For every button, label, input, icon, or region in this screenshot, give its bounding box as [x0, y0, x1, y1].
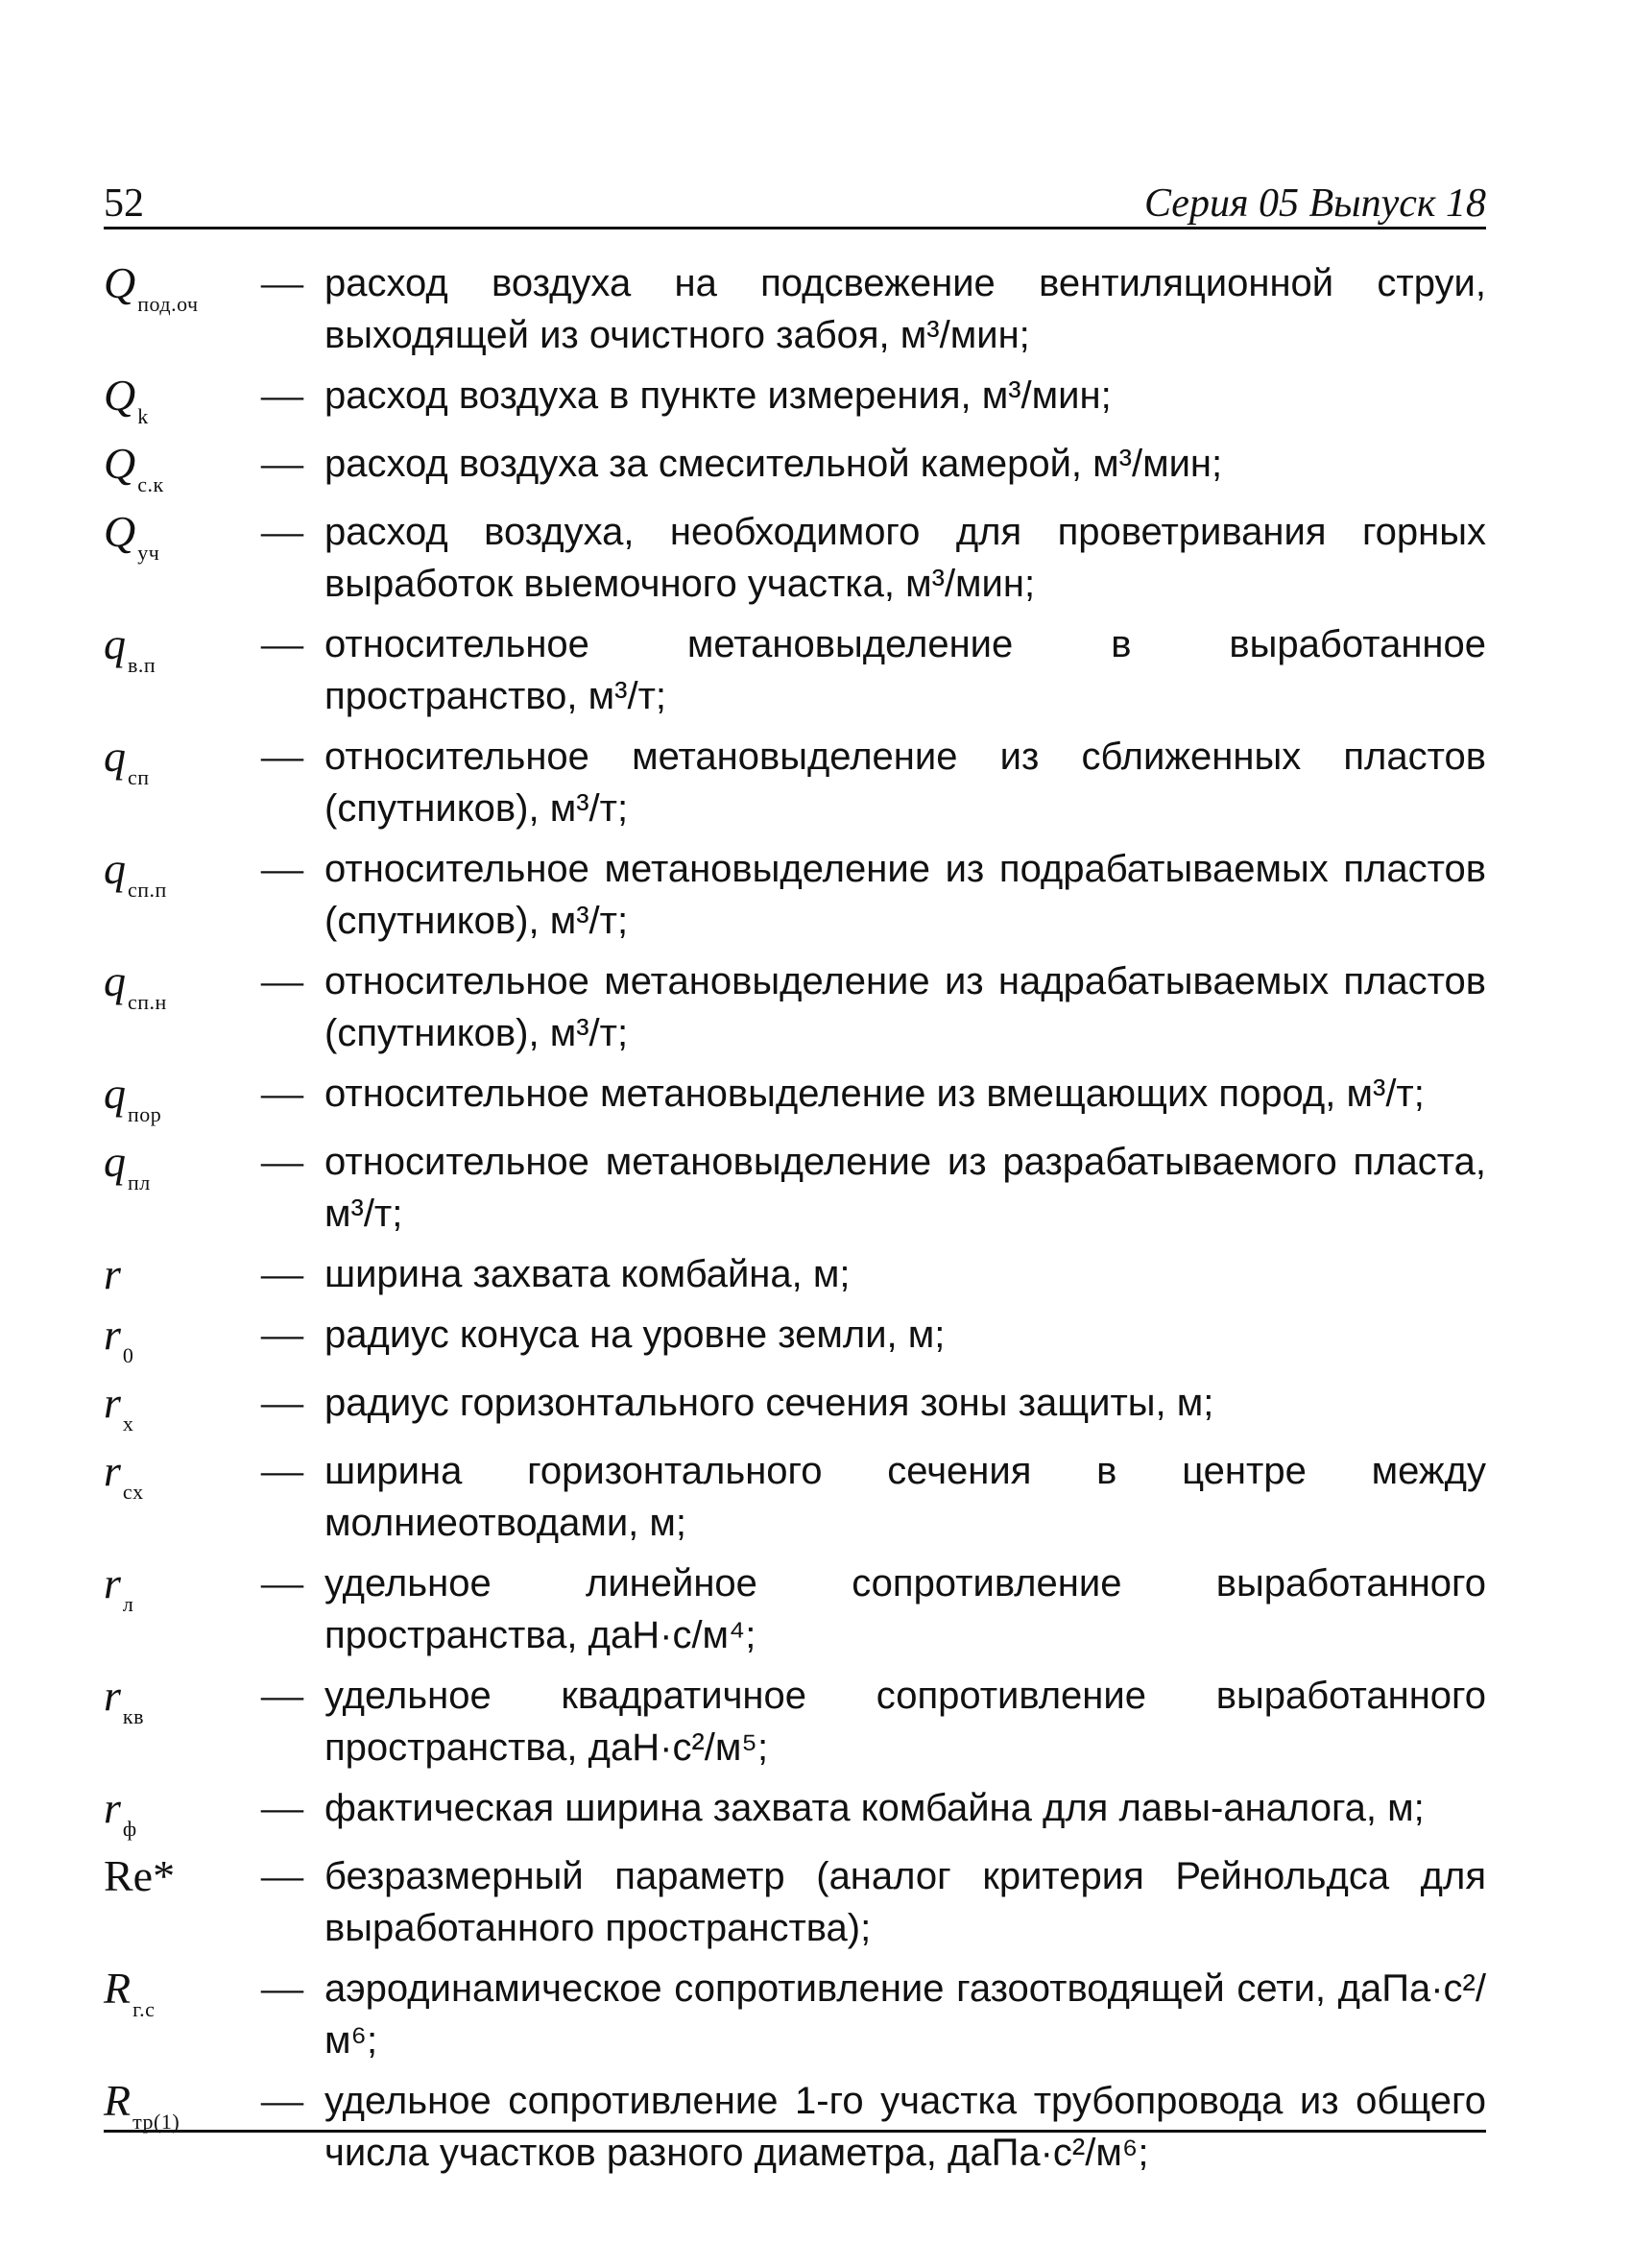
notation-entry	[104, 618, 1486, 722]
notation-entry	[104, 1850, 1486, 1954]
entry-symbol	[104, 506, 257, 566]
entry-description: безразмерный параметр (аналог критерия Рейнольдса для выработанного пространства);	[324, 1855, 1486, 1949]
symbol-subscript: уч	[137, 541, 160, 565]
entry-symbol	[104, 955, 257, 1015]
entry-symbol	[104, 1248, 257, 1300]
symbol-subscript: cx	[122, 1480, 144, 1504]
symbol-base: Q	[104, 507, 136, 556]
entry-description: расход воздуха, необходимого для проветривания горных выработок выемочного участка, м³/мин;	[324, 511, 1486, 605]
entry-symbol	[104, 1963, 257, 2022]
entry-description: расход воздуха на подсвежение вентиляционной струи, выходящей из очистного забоя, м³/мин;	[324, 262, 1486, 356]
entry-description: радиус горизонтального сечения зоны защиты, м;	[324, 1382, 1214, 1424]
symbol-subscript: под.оч	[137, 292, 199, 316]
symbol-subscript: пл	[128, 1170, 151, 1194]
entry-dash: —	[261, 1965, 303, 2012]
symbol-base: q	[104, 732, 126, 781]
entry-dash: —	[261, 508, 303, 555]
entry-symbol	[104, 843, 257, 903]
symbol-subscript: тр(1)	[132, 2110, 180, 2134]
notation-entry	[104, 1445, 1486, 1549]
entry-dash: —	[261, 1138, 303, 1185]
entry-dash: —	[261, 1672, 303, 1719]
entry-description: удельное сопротивление 1-го участка трубопровода из общего числа участков разного диаметра, даПа·с²/м⁶;	[324, 2080, 1486, 2174]
header-rule	[104, 227, 1486, 229]
entry-dash: —	[261, 845, 303, 892]
entry-symbol	[104, 618, 257, 678]
notation-entry	[104, 438, 1486, 497]
notation-entry	[104, 843, 1486, 947]
entry-description: аэродинамическое сопротивление газоотводящей сети, даПа·с²/м⁶;	[324, 1967, 1486, 2062]
symbol-base: q	[104, 1069, 126, 1118]
symbol-subscript: кв	[122, 1704, 144, 1728]
entry-symbol	[104, 731, 257, 790]
entry-symbol	[104, 1309, 257, 1368]
entry-dash: —	[261, 1784, 303, 1831]
symbol-base: Q	[104, 371, 136, 420]
symbol-base: r	[104, 1378, 121, 1427]
symbol-base: Re*	[104, 1851, 176, 1900]
entry-dash: —	[261, 620, 303, 667]
symbol-base: R	[104, 1964, 132, 2013]
symbol-base: r	[104, 1310, 121, 1359]
symbol-base: r	[104, 1783, 121, 1832]
notation-entry	[104, 1782, 1486, 1842]
entry-description: удельное линейное сопротивление выработанного пространства, даН·с/м⁴;	[324, 1562, 1486, 1656]
entry-description: фактическая ширина захвата комбайна для лавы-аналога, м;	[324, 1787, 1425, 1829]
notation-entry	[104, 1557, 1486, 1661]
symbol-base: Q	[104, 258, 136, 307]
notation-entry	[104, 731, 1486, 834]
entry-dash: —	[261, 2077, 303, 2124]
symbol-base: q	[104, 1137, 126, 1186]
entry-symbol	[104, 1068, 257, 1127]
entry-symbol	[104, 1782, 257, 1842]
symbol-subscript: x	[122, 1411, 134, 1436]
symbol-subscript: ф	[122, 1817, 137, 1841]
symbol-base: q	[104, 956, 126, 1005]
symbol-base: r	[104, 1558, 121, 1607]
entry-symbol	[104, 1445, 257, 1505]
symbol-subscript: сп	[128, 765, 150, 789]
entry-description: расход воздуха в пункте измерения, м³/мин;	[324, 374, 1112, 417]
notation-entry	[104, 1248, 1486, 1300]
entry-description: относительное метановыделение в выработанное пространство, м³/т;	[324, 623, 1486, 717]
notation-entry	[104, 2075, 1486, 2179]
footer-rule	[104, 2130, 1486, 2133]
symbol-subscript: 0	[122, 1343, 134, 1367]
symbol-subscript: с.к	[137, 472, 164, 496]
symbol-base: r	[104, 1446, 121, 1495]
notation-entry	[104, 370, 1486, 429]
entry-description: ширина горизонтального сечения в центре между молниеотводами, м;	[324, 1450, 1486, 1544]
notation-entry	[104, 1136, 1486, 1240]
entry-dash: —	[261, 1852, 303, 1899]
symbol-subscript: k	[137, 404, 149, 428]
entry-description: относительное метановыделение из подрабатываемых пластов (спутников), м³/т;	[324, 848, 1486, 942]
entry-symbol	[104, 1136, 257, 1195]
page-number: 52	[104, 181, 144, 226]
entry-description: радиус конуса на уровне земли, м;	[324, 1314, 946, 1356]
entry-symbol	[104, 1377, 257, 1436]
notation-entry	[104, 1963, 1486, 2066]
symbol-base: r	[104, 1249, 121, 1298]
notation-entry	[104, 257, 1486, 361]
entry-symbol	[104, 438, 257, 497]
entry-description: относительное метановыделение из разрабатываемого пласта, м³/т;	[324, 1141, 1486, 1235]
entry-dash: —	[261, 1250, 303, 1297]
entry-dash: —	[261, 1311, 303, 1358]
entry-symbol	[104, 1850, 257, 1902]
page-header	[104, 181, 1486, 229]
series-title: Серия 05 Выпуск 18	[1144, 181, 1486, 226]
entry-description: относительное метановыделение из надрабатываемых пластов (спутников), м³/т;	[324, 960, 1486, 1054]
notation-entry	[104, 1670, 1486, 1773]
entry-description: удельное квадратичное сопротивление выработанного пространства, даН·с²/м⁵;	[324, 1675, 1486, 1769]
symbol-base: q	[104, 844, 126, 893]
notation-list	[104, 257, 1486, 2187]
symbol-base: Q	[104, 439, 136, 488]
entry-description: расход воздуха за смесительной камерой, м³/мин;	[324, 443, 1223, 485]
symbol-subscript: сп.п	[128, 878, 167, 902]
entry-dash: —	[261, 957, 303, 1004]
entry-description: относительное метановыделение из вмещающих пород, м³/т;	[324, 1073, 1425, 1115]
entry-description: относительное метановыделение из сближенных пластов (спутников), м³/т;	[324, 736, 1486, 830]
entry-symbol	[104, 1670, 257, 1729]
symbol-base: q	[104, 619, 126, 668]
notation-entry	[104, 506, 1486, 610]
symbol-subscript: г.с	[132, 1997, 156, 2021]
symbol-subscript: в.п	[128, 653, 156, 677]
entry-description: ширина захвата комбайна, м;	[324, 1253, 851, 1295]
entry-symbol	[104, 370, 257, 429]
entry-dash: —	[261, 733, 303, 780]
entry-symbol	[104, 257, 257, 317]
notation-entry	[104, 1068, 1486, 1127]
symbol-subscript: пор	[128, 1102, 162, 1126]
notation-entry	[104, 1309, 1486, 1368]
entry-dash: —	[261, 1447, 303, 1494]
entry-dash: —	[261, 259, 303, 306]
entry-dash: —	[261, 372, 303, 419]
entry-symbol	[104, 2075, 257, 2135]
entry-dash: —	[261, 1070, 303, 1117]
entry-symbol	[104, 1557, 257, 1617]
symbol-base: R	[104, 2076, 132, 2125]
entry-dash: —	[261, 1559, 303, 1606]
entry-dash: —	[261, 1379, 303, 1426]
entry-dash: —	[261, 440, 303, 487]
notation-entry	[104, 955, 1486, 1059]
symbol-subscript: л	[122, 1592, 134, 1616]
symbol-subscript: сп.н	[128, 990, 167, 1014]
symbol-base: r	[104, 1671, 121, 1720]
notation-entry	[104, 1377, 1486, 1436]
